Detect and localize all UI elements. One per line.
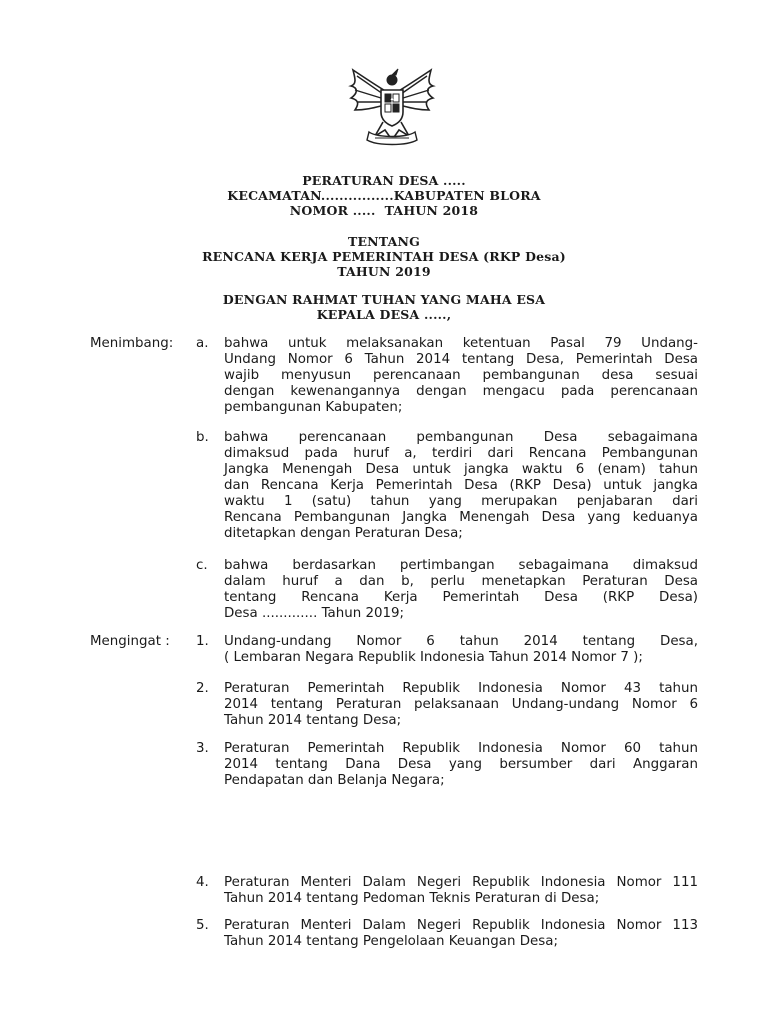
text-line: Tahun 2014 tentang Pengelolaan Keuangan Desa; [224,934,558,949]
text-line: Undang-undang Nomor 6 tahun 2014 tentang Desa, [224,634,698,649]
garuda-emblem [347,66,437,150]
title-line-3: NOMOR ..... TAHUN 2018 [289,203,479,218]
item-marker: 1. [196,634,209,649]
mengingat-label: Mengingat : [90,634,170,649]
text-line: Peraturan Menteri Dalam Negeri Republik Indonesia Nomor 111 [224,875,698,890]
reference-4 [224,875,698,907]
reference-3 [224,741,698,789]
consideration-a [224,336,698,416]
text-line: Undang Nomor 6 Tahun 2014 tentang Desa, Pemerintah Desa [224,352,698,367]
item-marker: 2. [196,681,209,696]
text-line: 2014 tentang Peraturan pelaksanaan Undang-undang Nomor 6 [224,697,698,712]
item-marker: 4. [196,875,209,890]
about-heading: TENTANG [347,234,421,249]
text-line: Peraturan Menteri Dalam Negeri Republik Indonesia Nomor 113 [224,918,698,933]
text-line: Tahun 2014 tentang Desa; [224,713,402,728]
text-line: waktu 1 (satu) tahun yang merupakan penjabaran dari [224,494,698,509]
text-line: ( Lembaran Negara Republik Indonesia Tahun 2014 Nomor 7 ); [224,650,643,665]
preamble [0,292,768,322]
text-line: dimaksud pada huruf a, terdiri dari Rencana Pembangunan [224,446,698,461]
text-line: Rencana Pembangunan Jangka Menengah Desa yang keduanya [224,510,698,525]
text-line: Tahun 2014 tentang Pedoman Teknis Peraturan di Desa; [224,891,600,906]
text-line: Pendapatan dan Belanja Negara; [224,773,445,788]
menimbang-label: Menimbang: [90,336,174,351]
text-line: bahwa perencanaan pembangunan Desa sebagaimana [224,430,698,445]
text-line: tentang Rencana Kerja Pemerintah Desa (RKP Desa) [224,590,698,605]
text-line: 2014 tentang Dana Desa yang bersumber dari Anggaran [224,757,698,772]
item-marker: a. [196,336,209,351]
text-line: dan Rencana Kerja Pemerintah Desa (RKP Desa) untuk jangka [224,478,698,493]
blessing-heading: DENGAN RAHMAT TUHAN YANG MAHA ESA [222,292,546,307]
reference-5 [224,918,698,950]
item-marker: c. [196,558,208,573]
reference-1 [224,634,698,666]
regulation-subject [0,234,768,279]
item-marker: b. [196,430,209,445]
text-line: bahwa untuk melaksanakan ketentuan Pasal 79 Undang- [224,336,698,351]
year-heading: TAHUN 2019 [337,264,431,279]
text-line: dalam huruf a dan b, perlu menetapkan Peraturan Desa [224,574,698,589]
text-line: bahwa berdasarkan pertimbangan sebagaimana dimaksud [224,558,698,573]
text-line: Desa ............. Tahun 2019; [224,606,405,621]
text-line: ditetapkan dengan Peraturan Desa; [224,526,463,541]
text-line: Jangka Menengah Desa untuk jangka waktu 6 (enam) tahun [224,462,698,477]
subject-heading: RENCANA KERJA PEMERINTAH DESA (RKP Desa) [202,249,566,264]
reference-2 [224,681,698,729]
text-line: pembangunan Kabupaten; [224,400,403,415]
item-marker: 5. [196,918,209,933]
text-line: dengan kewenangannya dengan mengacu pada perencanaan [224,384,698,399]
title-line-1: PERATURAN DESA ..... [302,173,466,188]
title-line-2: KECAMATAN................KABUPATEN BLORA [227,188,541,203]
text-line: wajib menyusun perencanaan pembangunan desa sesuai [224,368,698,383]
consideration-b [224,430,698,542]
consideration-c [224,558,698,622]
text-line: Peraturan Pemerintah Republik Indonesia Nomor 60 tahun [224,741,698,756]
official-heading: KEPALA DESA ....., [316,307,452,322]
regulation-title [0,173,768,218]
text-line: Peraturan Pemerintah Republik Indonesia Nomor 43 tahun [224,681,698,696]
item-marker: 3. [196,741,209,756]
